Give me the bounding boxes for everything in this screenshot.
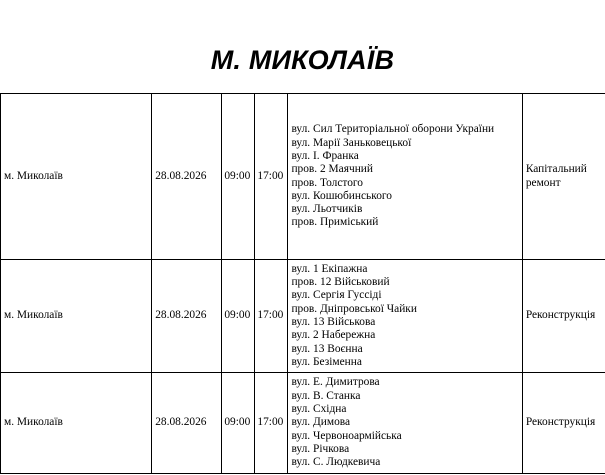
city-cell: м. Миколаїв — [1, 260, 152, 373]
start-time-cell: 09:00 — [222, 373, 255, 474]
street-item: вул. Марії Заньковецької — [291, 136, 412, 149]
date-cell: 28.08.2026 — [152, 373, 222, 474]
street-item: вул. 2 Набережна — [291, 329, 376, 342]
work-type-cell: Реконструкція — [522, 373, 605, 474]
street-item: вул. Сергія Гуссіді — [291, 289, 382, 302]
street-item: вул. Сил Територіальної оборони України — [291, 123, 495, 136]
street-item: вул. Е. Димитрова — [291, 376, 380, 389]
street-item: вул. 13 Військова — [291, 316, 376, 328]
table-row — [1, 260, 605, 373]
street-item: пров. 2 Маячний — [291, 163, 373, 176]
street-item: пров. Дніпровської Чайки — [291, 302, 417, 315]
start-time-cell: 09:00 — [222, 260, 255, 373]
end-time-cell: 17:00 — [255, 373, 288, 474]
street-item: вул. Льотчиків — [291, 203, 363, 216]
end-time-cell: 17:00 — [255, 260, 288, 373]
work-type-cell: Капітальний ремонт — [522, 94, 605, 260]
date-cell: 28.08.2026 — [152, 94, 222, 260]
street-item: вул. Кошюбинського — [291, 189, 392, 202]
street-item: вул. Безіменна — [291, 355, 362, 368]
work-type-cell: Реконструкція — [522, 260, 605, 373]
table-row — [1, 94, 605, 260]
street-item: вул. 13 Воєнна — [291, 342, 363, 355]
street-item: пров. Приміський — [291, 216, 379, 229]
date-cell: 28.08.2026 — [152, 260, 222, 373]
streets-cell — [288, 260, 522, 373]
table-row — [1, 373, 605, 474]
streets-cell — [288, 373, 522, 474]
street-item: вул. С. Людкевича — [291, 456, 381, 469]
street-item: вул. І. Франка — [291, 149, 359, 162]
street-item: вул. Річкова — [291, 442, 350, 455]
start-time-cell: 09:00 — [222, 94, 255, 260]
street-item: вул. Димова — [291, 416, 351, 429]
street-item: вул. Східна — [291, 403, 347, 416]
city-cell: м. Миколаїв — [1, 373, 152, 474]
streets-cell — [288, 94, 522, 260]
street-item: вул. Червоноармійська — [291, 429, 402, 442]
outage-schedule-table — [0, 93, 605, 474]
end-time-cell: 17:00 — [255, 94, 288, 260]
page-title: М. МИКОЛАЇВ — [210, 45, 395, 75]
city-cell: м. Миколаїв — [1, 94, 152, 260]
street-item: пров. 12 Військовий — [291, 276, 390, 289]
street-item: вул. В. Станка — [291, 389, 361, 402]
street-item: вул. 1 Екіпажна — [291, 262, 368, 275]
street-item: пров. Толстого — [291, 176, 363, 189]
